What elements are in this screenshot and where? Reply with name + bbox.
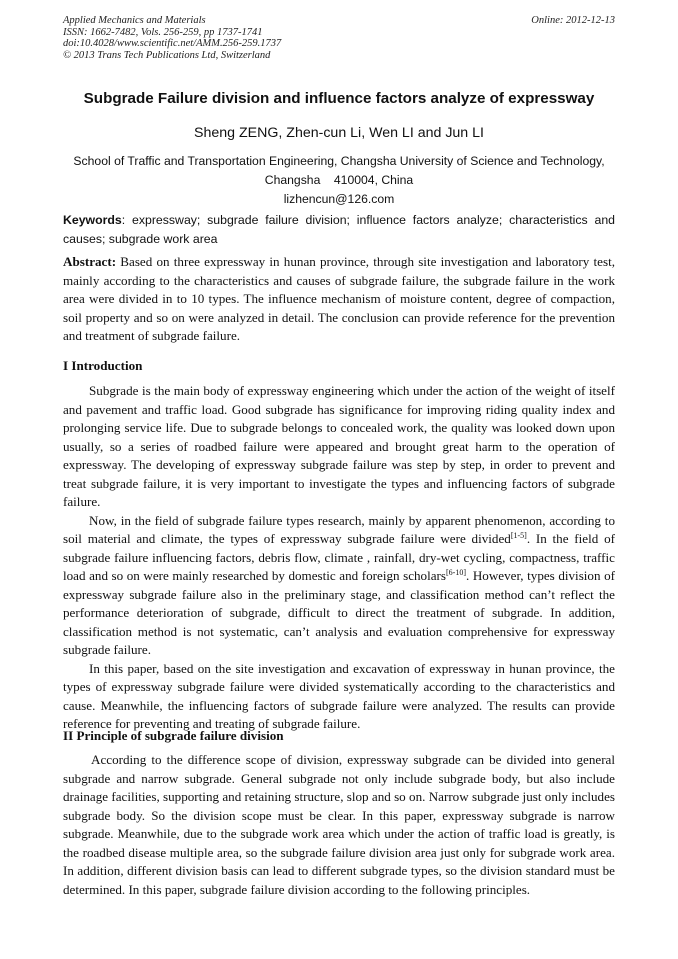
citation-6-10: [6-10]	[446, 568, 467, 577]
intro-paragraph-1: Subgrade is the main body of expressway engineering which under the action of the weight of itself and pavement and traffic load. Good subgrade has significance for improving riding quality index and prolonging service life. Due to subgrade belongs to concealed work, the quality was looked down upon usually, so a series of roadbed failure were appeared and brought great harm to the operation of expressway. The developing of expressway subgrade failure was step by step, in order to prevent and treat subgrade failure, it is very important to investigate the types and influencing factors of subgrade failure.	[63, 383, 615, 509]
intro-paragraph-2-part-c: . However, types division of expressway subgrade failure also in the preliminary stage, and classification method can’t reflect the performance deterioration of subgrade, difficult to direct the treatment of subgrade. In addition, classification method is not systematic, can’t analysis and evaluation comprehensive for expressway subgrade failure.	[63, 568, 615, 657]
issn-line: ISSN: 1662-7482, Vols. 256-259, pp 1737-1741	[63, 26, 263, 38]
principle-body	[63, 751, 615, 899]
abstract-text: Based on three expressway in hunan province, through site investigation and laboratory test, mainly according to the characteristics and causes of subgrade failure, the subgrade failure in the work area were divided in to 10 types. The influence mechanism of moisture content, degree of compaction, soil property and so on were analyzed in detail. The conclusion can provide reference for the prevention and treatment of subgrade failure.	[63, 254, 615, 343]
keywords-label: Keywords	[63, 213, 122, 227]
author-email: lizhencun@126.com	[283, 192, 395, 206]
journal-name: Applied Mechanics and Materials	[63, 15, 206, 26]
principle-paragraph-1: According to the difference scope of division, expressway subgrade can be divided into general subgrade and narrow subgrade. General subgrade not only include subgrade body, but also include drainage facilities, supporting and retaining structure, slop and so on. Narrow subgrade just only includes subgrade body. So the division scope must be clear. In this paper, expressway subgrade is narrow subgrade. Meanwhile, due to the subgrade work area which under the action of traffic load is greatly, is the roadbed disease multiple area, so the subgrade failure division area just only for subgrade work area. In addition, different division basis can lead to different subgrade types, so the division standard must be determined. In this paper, subgrade failure division according to the following principles.	[63, 752, 615, 897]
copyright-line: © 2013 Trans Tech Publications Ltd, Switzerland	[63, 49, 271, 61]
section-heading-introduction: I Introduction	[63, 358, 143, 373]
journal-header	[63, 15, 615, 61]
affiliation-line-2: Changsha 410004, China	[264, 173, 414, 187]
intro-paragraph-2	[63, 512, 615, 660]
affiliation-line-1: School of Traffic and Transportation Engineering, Changsha University of Science and Technology,	[73, 154, 605, 168]
introduction-body	[63, 382, 615, 734]
keywords	[63, 211, 615, 248]
paper-title: Subgrade Failure division and influence factors analyze of expressway	[83, 90, 595, 107]
intro-paragraph-3: In this paper, based on the site investigation and excavation of expressway in hunan province, the types of expressway subgrade failure were divided systematically according to the characteristics and cause. Meanwhile, the influencing factors of subgrade failure were analyzed. The results can provide reference for preventing and treating of subgrade failure.	[63, 660, 615, 731]
affiliation	[50, 152, 628, 209]
section-heading-principle: II Principle of subgrade failure division	[63, 728, 284, 743]
intro-paragraph-2-part-a: Now, in the field of subgrade failure types research, mainly by apparent phenomenon, according to soil material and climate, the types of expressway subgrade failure were divided	[63, 512, 615, 546]
intro-paragraph-2-part-b: . In the field of subgrade failure influencing factors, debris flow, climate , rainfall, dry-wet cycling, compactness, traffic load and so on were mainly researched by domestic and foreign scholars	[63, 531, 615, 583]
doi-line: doi:10.4028/www.scientific.net/AMM.256-259.1737	[63, 38, 282, 49]
online-date: Online: 2012-12-13	[531, 15, 615, 26]
abstract-label: Abstract:	[63, 254, 117, 269]
citation-1-5: [1-5]	[510, 531, 527, 540]
abstract	[63, 253, 615, 346]
author-list: Sheng ZENG, Zhen-cun Li, Wen LI and Jun LI	[194, 125, 484, 141]
keywords-text: : expressway; subgrade failure division; influence factors analyze; characteristics and causes; subgrade work area	[63, 213, 615, 246]
